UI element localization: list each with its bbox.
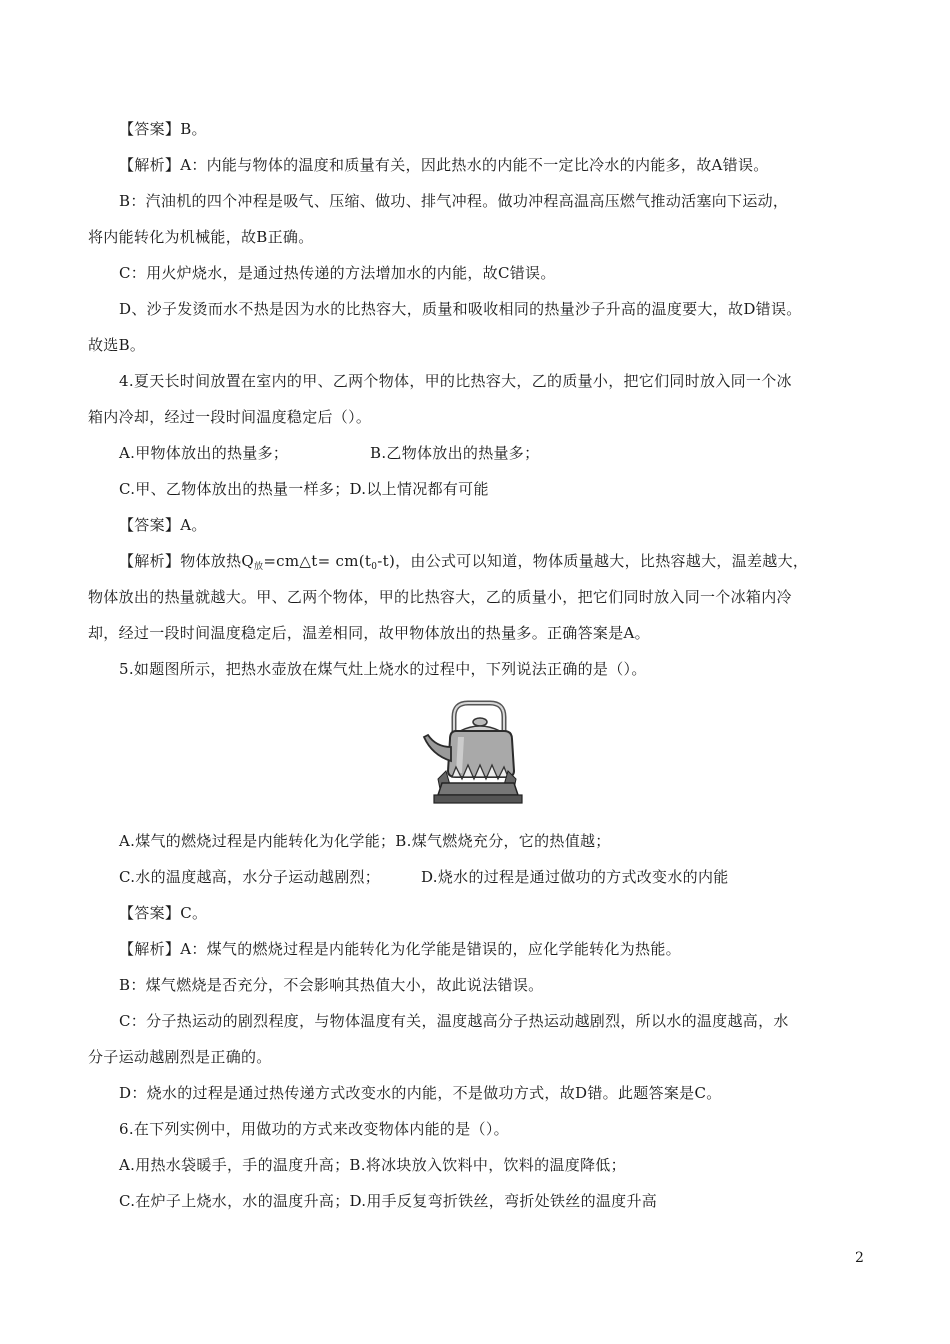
q3-analysis-a: 【解析】A：内能与物体的温度和质量有关，因此热水的内能不一定比冷水的内能多，故A错误。 [119, 156, 769, 174]
q4-analysis-line3: 却，经过一段时间温度稳定后，温差相同，故甲物体放出的热量多。正确答案是A。 [88, 624, 650, 642]
q4-stem-line2: 箱内冷却，经过一段时间温度稳定后（）。 [88, 408, 372, 426]
q3-analysis-c: C：用火炉烧水，是通过热传递的方法增加水的内能，故C错误。 [119, 264, 556, 282]
q5-analysis-d: D：烧水的过程是通过热传递方式改变水的内能，不是做功方式，故D错。此题答案是C。 [119, 1084, 722, 1102]
q3-analysis-b-line2: 将内能转化为机械能，故B正确。 [88, 228, 314, 246]
q4-option-a: A.甲物体放出的热量多； [119, 444, 289, 462]
q4-answer: 【答案】A。 [119, 516, 207, 534]
q4-option-cd: C.甲、乙物体放出的热量一样多；D.以上情况都有可能 [119, 480, 489, 498]
q5-option-c: C.水的温度越高，水分子运动越剧烈； [119, 868, 381, 886]
q5-option-d: D.烧水的过程是通过做功的方式改变水的内能 [421, 868, 729, 886]
q4-analysis-subscript-fang: 放 [254, 562, 264, 572]
q4-analysis-line2: 物体放出的热量就越大。甲、乙两个物体，甲的比热容大，乙的质量小，把它们同时放入同一个冰箱内冷 [88, 588, 792, 606]
q5-option-ab: A.煤气的燃烧过程是内能转化为化学能；B.煤气燃烧充分，它的热值越； [119, 832, 611, 850]
q3-answer: 【答案】B。 [119, 120, 207, 138]
q5-answer: 【答案】C。 [119, 904, 208, 922]
q5-analysis-c-line1: C：分子热运动的剧烈程度，与物体温度有关，温度越高分子热运动越剧烈，所以水的温度越高，水 [119, 1012, 789, 1030]
q4-analysis-formula: =cm△t= cm(t [263, 552, 372, 570]
q3-analysis-d: D、沙子发烫而水不热是因为水的比热容大，质量和吸收相同的热量沙子升高的温度要大，故D错误。 [119, 300, 802, 318]
q4-analysis-rest: -t)，由公式可以知道，物体质量越大，比热容越大，温差越大， [377, 552, 809, 570]
q4-analysis-prefix: 【解析】物体放热Q [119, 552, 254, 570]
q5-analysis-a: 【解析】A：煤气的燃烧过程是内能转化为化学能是错误的，应化学能转化为热能。 [119, 940, 681, 958]
q5-analysis-b: B：煤气燃烧是否充分，不会影响其热值大小，故此说法错误。 [119, 976, 544, 994]
q6-stem: 6.在下列实例中，用做功的方式来改变物体内能的是（）。 [119, 1120, 509, 1138]
q4-analysis-line1 [119, 551, 808, 577]
q6-option-cd: C.在炉子上烧水，水的温度升高；D.用手反复弯折铁丝，弯折处铁丝的温度升高 [119, 1192, 658, 1210]
q4-analysis-subscript-zero: 0 [371, 562, 378, 572]
q4-stem-line1: 4.夏天长时间放置在室内的甲、乙两个物体，甲的比热容大，乙的质量小，把它们同时放入同一个冰 [119, 372, 792, 390]
q3-conclusion: 故选B。 [88, 336, 146, 354]
q5-analysis-c-line2: 分子运动越剧烈是正确的。 [88, 1048, 272, 1066]
q4-option-b: B.乙物体放出的热量多； [370, 444, 540, 462]
page-number: 2 [855, 1250, 864, 1266]
kettle-on-stove-icon [418, 695, 536, 805]
q6-option-ab: A.用热水袋暖手，手的温度升高；B.将冰块放入饮料中，饮料的温度降低； [119, 1156, 626, 1174]
q5-stem: 5.如题图所示，把热水壶放在煤气灶上烧水的过程中，下列说法正确的是（）。 [119, 660, 647, 678]
q3-analysis-b-line1: B：汽油机的四个冲程是吸气、压缩、做功、排气冲程。做功冲程高温高压燃气推动活塞向下运动， [119, 192, 789, 210]
